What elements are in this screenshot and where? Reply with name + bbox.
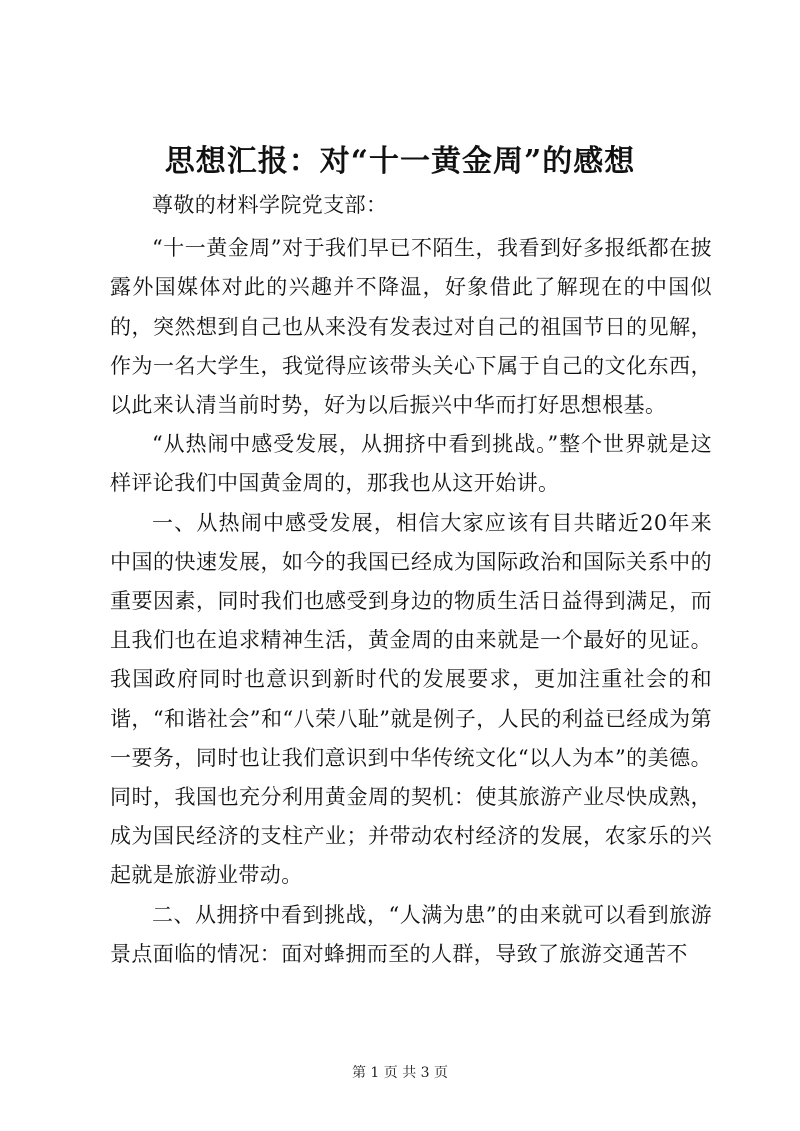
salutation: 尊敬的材料学院党支部： [152,193,388,217]
page-title: 思想汇报：对“十一黄金周”的感想 [164,144,636,179]
paragraph-point-one: 一、从热闹中感受发展，相信大家应该有目共睹近20年来中国的快速发展，如今的我国已经成为国际政治和国际关系中的重要因素，同时我们也感受到身边的物质生活日益得到满足，而且我们也在追求精神生活，黄金周的由来就是一个最好的见证。我国政府同时也意识到新时代的发展要求，更加注重社会的和谐，“和谐社会”和“八荣八耻”就是例子，人民的利益已经成为第一要务，同时也让我们意识到中华传统文化“以人为本”的美德。同时，我国也充分利用黄金周的契机：使其旅游产业尽快成熟，成为国民经济的支柱产业；并带动农村经济的发展，农家乐的兴起就是旅游业带动。 [110,510,712,888]
page-number-footer: 第 1 页 共 3 页 [351,1065,449,1081]
paragraph-point-two: 二、从拥挤中看到挑战，“人满为患”的由来就可以看到旅游景点面临的情况：面对蜂拥而至的人群，导致了旅游交通苦不 [110,902,712,966]
document-body [110,186,712,974]
paragraph-quote: “从热闹中感受发展，从拥挤中看到挑战。”整个世界就是这样评论我们中国黄金周的，那我也从这开始讲。 [110,432,712,496]
paragraph-intro: “十一黄金周”对于我们早已不陌生，我看到好多报纸都在披露外国媒体对此的兴趣并不降温，好象借此了解现在的中国似的，突然想到自己也从来没有发表过对自己的祖国节日的见解，作为一名大学生，我觉得应该带头关心下属于自己的文化东西，以此来认清当前时势，好为以后振兴中华而打好思想根基。 [110,236,712,418]
